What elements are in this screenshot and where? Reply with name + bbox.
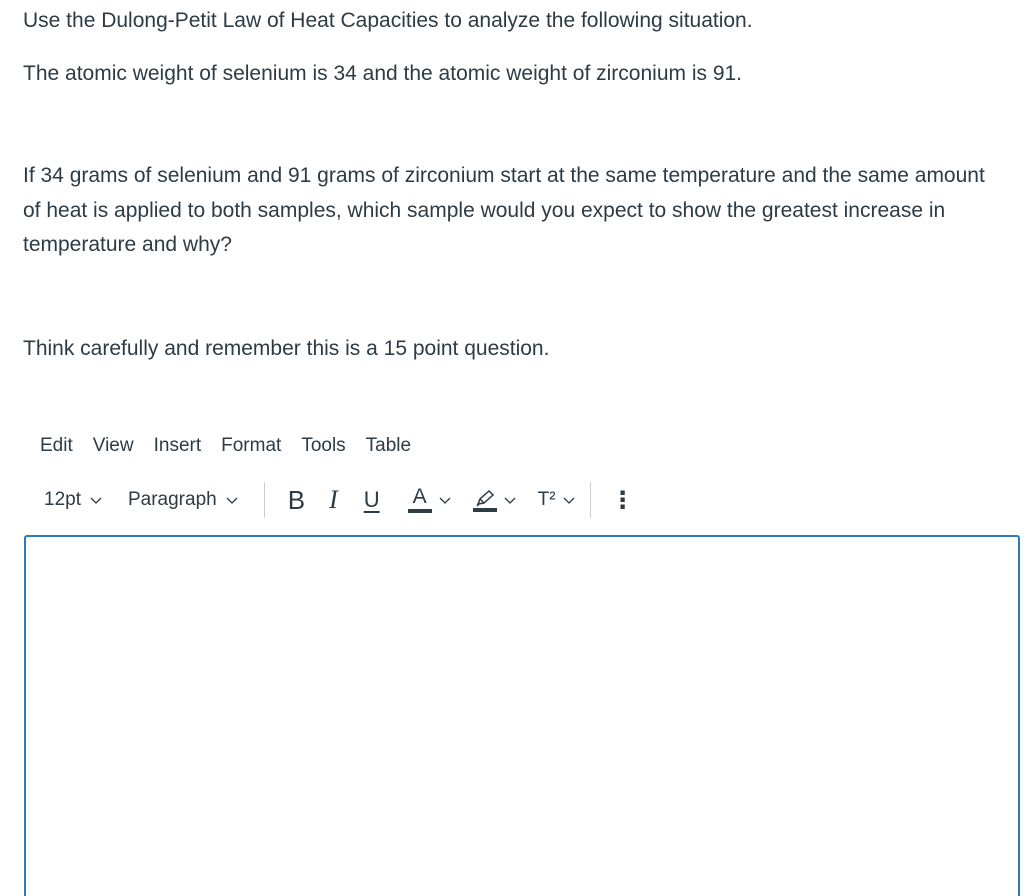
font-size-dropdown[interactable] — [34, 481, 112, 519]
toolbar-divider — [590, 482, 591, 518]
pen-icon — [474, 489, 496, 507]
chevron-down-icon — [90, 494, 102, 506]
vertical-ellipsis-icon: ⋮ — [610, 486, 635, 514]
text-color-swatch — [408, 509, 432, 513]
toolbar-divider — [264, 482, 265, 518]
question-intro: Use the Dulong-Petit Law of Heat Capacities to analyze the following situation. — [23, 9, 753, 32]
editor-toolbar — [34, 480, 641, 520]
menu-edit[interactable]: Edit — [40, 435, 73, 456]
block-format-value: Paragraph — [127, 489, 217, 510]
text-color-button[interactable] — [399, 481, 460, 519]
question-prompt: If 34 grams of selenium and 91 grams of zirconium start at the same temperature and the same amount of heat is applied to both samples, which sample would you expect to show the greatest increase in temperature and why? — [23, 164, 985, 256]
editor-menubar — [30, 431, 421, 461]
question-note: Think carefully and remember this is a 15 point question. — [23, 337, 550, 360]
bold-button[interactable]: B — [287, 484, 306, 515]
chevron-down-icon — [504, 494, 516, 506]
menu-format[interactable]: Format — [221, 435, 282, 456]
chevron-down-icon — [563, 494, 575, 506]
menu-tools[interactable]: Tools — [301, 435, 346, 456]
question-given: The atomic weight of selenium is 34 and the atomic weight of zirconium is 91. — [23, 62, 743, 85]
editor-content[interactable] — [26, 537, 1018, 561]
chevron-down-icon — [439, 494, 451, 506]
superscript-button[interactable] — [529, 481, 584, 519]
highlight-color-button[interactable] — [464, 481, 525, 519]
highlight-swatch — [473, 508, 497, 512]
chevron-down-icon — [226, 494, 238, 506]
text-color-letter: A — [412, 485, 427, 508]
block-format-dropdown[interactable] — [118, 481, 248, 519]
answer-editor-area[interactable] — [24, 535, 1020, 896]
menu-view[interactable]: View — [92, 435, 134, 456]
italic-button[interactable]: I — [329, 485, 338, 514]
highlight-pen-icon — [473, 489, 497, 512]
superscript-label: T² — [537, 489, 556, 510]
text-color-icon — [408, 487, 432, 513]
more-options-button[interactable] — [605, 481, 641, 519]
font-size-value: 12pt — [44, 489, 81, 510]
menu-table[interactable]: Table — [365, 435, 412, 456]
underline-button[interactable]: U — [363, 487, 380, 512]
menu-insert[interactable]: Insert — [153, 435, 202, 456]
